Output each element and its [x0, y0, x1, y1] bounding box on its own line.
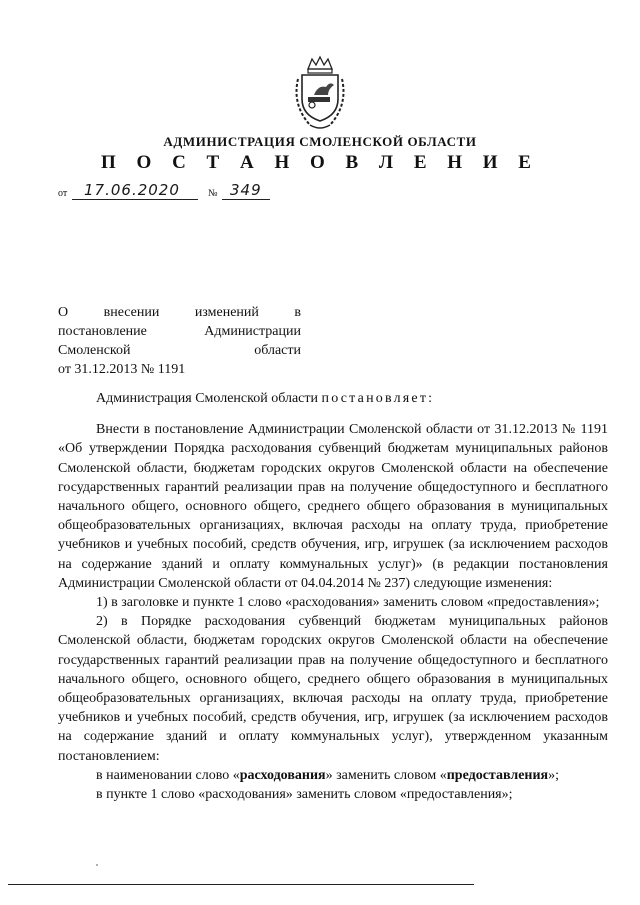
subitem-text: »;	[548, 767, 560, 783]
number-prefix: №	[208, 188, 218, 199]
document-meta	[58, 178, 358, 202]
subitem-text: » заменить словом «	[325, 767, 447, 783]
intro-spaced-word: постановляет:	[321, 391, 435, 406]
resolution-intro	[58, 389, 608, 408]
subitem-bold-word: предоставления	[446, 767, 549, 783]
subitem-text: в наименовании слово «	[96, 767, 240, 783]
document-subject	[58, 303, 301, 379]
subitem-2: в пункте 1 слово «расходования» заменить словом «предоставления»;	[96, 787, 513, 803]
scan-speck	[96, 864, 98, 866]
date-underline	[72, 199, 198, 200]
intro-text: Администрация Смоленской области	[96, 391, 319, 406]
subject-line: О внесении изменений в	[58, 305, 301, 320]
number-underline	[222, 199, 270, 200]
subject-line: Смоленской области	[58, 343, 301, 358]
item-2: 2) в Порядке расходования субвенций бюджетам муниципальных районов Смоленской области, бюджетам городских округов Смоленской области на обеспечение государственных гарантий реализации прав на получение общедоступного и бесплатного начального общего, основного общего, среднего общего образования в муниципальных общеобразовательных организациях, включая расходы на оплату труда, приобретение учебников и учебных пособий, средств обучения, игр, игрушек (за исключением расходов на содержание зданий и оплату коммунальных услуг), утвержденном указанным постановлением:	[58, 614, 608, 764]
date-prefix: от	[58, 188, 68, 199]
item-1: 1) в заголовке и пункте 1 слово «расходования» заменить словом «предоставления»;	[96, 595, 600, 611]
subitem-bold-word: расходования	[239, 767, 326, 783]
document-type-title: П О С Т А Н О В Л Е Н И Е	[101, 152, 539, 173]
date-value: 17.06.2020	[84, 181, 180, 199]
footer-rule	[8, 884, 474, 885]
smolensk-coat-of-arms-icon	[288, 55, 352, 131]
number-value: 349	[230, 181, 262, 199]
subitem-1	[58, 766, 608, 785]
document-body	[58, 389, 608, 804]
issuing-authority: АДМИНИСТРАЦИЯ СМОЛЕНСКОЙ ОБЛАСТИ	[163, 134, 477, 149]
subject-line: от 31.12.2013 № 1191	[58, 362, 186, 377]
main-paragraph: Внести в постановление Администрации Смоленской области от 31.12.2013 № 1191 «Об утверждении Порядка расходования субвенций бюджетам муниципальных районов Смоленской области, бюджетам городских округов Смоленской области на обеспечение государственных гарантий реализации прав на получение общедоступного и бесплатного начального общего, основного общего, среднего общего образования в муниципальных общеобразовательных организациях, включая расходы на оплату труда, приобретение учебников и учебных пособий, средств обучения, игр, игрушек (за исключением расходов на содержание зданий и оплату коммунальных услуг)» (в редакции постановления Администрации Смоленской области от 04.04.2014 № 237) следующие изменения:	[58, 422, 608, 591]
subject-line: постановление Администрации	[58, 324, 301, 339]
